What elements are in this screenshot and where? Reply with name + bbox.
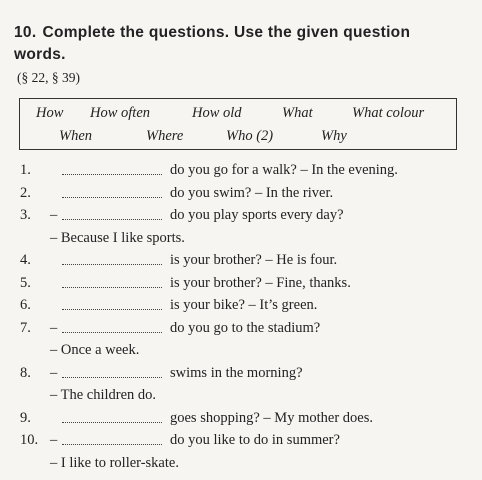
exercise-item	[0, 363, 482, 383]
word-why: Why	[321, 128, 347, 144]
exercise-item	[0, 183, 482, 203]
item-number: 3.	[20, 207, 31, 223]
item-number: 9.	[20, 409, 31, 426]
item-answer: – Once a week.	[50, 342, 140, 358]
item-text: do you go to the stadium?	[170, 319, 321, 336]
exercise-heading	[14, 22, 466, 66]
exercise-item	[0, 430, 482, 450]
answer-blank[interactable]	[62, 444, 162, 445]
word-where: Where	[146, 128, 184, 144]
word-how-often: How often	[90, 105, 151, 121]
question-word-box	[19, 98, 457, 150]
answer-blank[interactable]	[62, 287, 162, 288]
word-what: What	[282, 105, 313, 121]
item-text: do you swim? – In the river.	[170, 184, 334, 201]
exercise-item	[0, 273, 482, 293]
item-text: is your brother? – He is four.	[170, 252, 338, 268]
item-text: do you play sports every day?	[170, 207, 344, 223]
answer-blank[interactable]	[62, 219, 162, 220]
item-number: 7.	[20, 319, 31, 336]
item-number: 4.	[20, 252, 31, 268]
item-text: do you like to do in summer?	[170, 432, 340, 448]
item-text: is your brother? – Fine, thanks.	[170, 274, 351, 291]
item-text: do you go for a walk? – In the evening.	[170, 162, 398, 178]
item-text: swims in the morning?	[170, 364, 303, 381]
word-how-old: How old	[192, 105, 242, 121]
answer-blank[interactable]	[62, 332, 162, 333]
item-answer: – Because I like sports.	[50, 229, 185, 246]
item-number: 5.	[20, 274, 31, 291]
item-number: 10.	[20, 432, 39, 448]
item-number: 6.	[20, 297, 31, 313]
grammar-references: (§ 22, § 39)	[17, 70, 80, 85]
item-dash: –	[50, 432, 58, 448]
word-how: How	[36, 105, 64, 121]
answer-blank[interactable]	[62, 174, 162, 175]
word-when: When	[59, 128, 93, 144]
answer-blank[interactable]	[62, 309, 162, 310]
item-dash: –	[50, 364, 58, 381]
item-dash: –	[50, 319, 58, 336]
exercise-instructions: Complete the questions. Use the given question words.	[14, 24, 411, 63]
exercise-number: 10.	[14, 24, 37, 41]
exercise-item	[0, 250, 482, 270]
exercise-item	[0, 160, 482, 180]
exercise-item	[0, 318, 482, 338]
item-text: goes shopping? – My mother does.	[170, 409, 373, 426]
item-dash: –	[50, 207, 58, 223]
item-text: is your bike? – It’s green.	[170, 297, 318, 313]
exercise-item	[0, 408, 482, 428]
answer-blank[interactable]	[62, 197, 162, 198]
answer-blank[interactable]	[62, 377, 162, 378]
item-number: 1.	[20, 162, 31, 178]
word-what-colour: What colour	[352, 105, 425, 121]
word-who: Who (2)	[226, 128, 274, 144]
answer-blank[interactable]	[62, 422, 162, 423]
item-number: 2.	[20, 184, 31, 201]
item-number: 8.	[20, 364, 31, 381]
item-answer: – I like to roller-skate.	[50, 454, 179, 471]
item-answer: – The children do.	[50, 387, 157, 403]
answer-blank[interactable]	[62, 264, 162, 265]
exercise-item	[0, 295, 482, 315]
exercise-item	[0, 205, 482, 225]
